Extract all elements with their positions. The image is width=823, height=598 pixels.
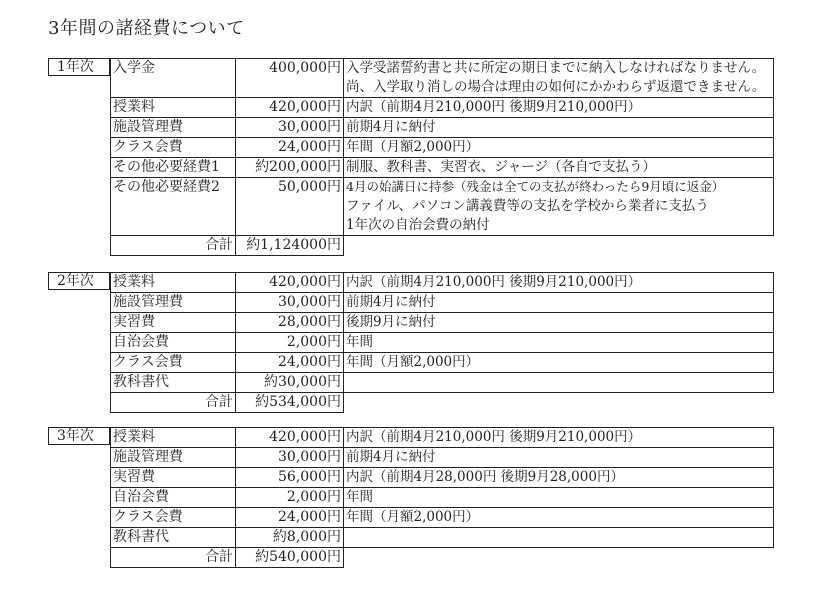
table-row — [111, 468, 774, 488]
item-amount: 24,000円 — [236, 353, 344, 373]
item-amount: 約8,000円 — [236, 528, 344, 548]
table-row — [111, 333, 774, 353]
table-row — [111, 118, 774, 138]
item-amount: 56,000円 — [236, 468, 344, 488]
table-row — [111, 353, 774, 373]
item-note: 年間 — [344, 488, 774, 508]
item-amount: 約200,000円 — [236, 158, 344, 178]
item-name: 実習費 — [111, 313, 236, 333]
item-name: 自治会費 — [111, 333, 236, 353]
item-amount: 2,000円 — [236, 488, 344, 508]
table-row — [111, 138, 774, 158]
table-row — [111, 98, 774, 118]
note-line: ファイル、パソコン講義費等の支払を学校から業者に支払う — [346, 198, 709, 214]
total-row — [111, 548, 774, 568]
item-amount: 420,000円 — [236, 98, 344, 118]
item-amount: 24,000円 — [236, 508, 344, 528]
item-name: 授業料 — [111, 98, 236, 118]
item-amount: 30,000円 — [236, 293, 344, 313]
item-name: クラス会費 — [111, 508, 236, 528]
note-line: 入学受諾誓約書と共に所定の期日までに納入しなければなりません。 — [346, 60, 766, 76]
total-label: 合計 — [111, 548, 236, 568]
item-name: 授業料 — [111, 273, 236, 293]
item-note: 制服、教科書、実習衣、ジャージ（各自で支払う） — [344, 158, 774, 178]
total-amount: 約534,000円 — [236, 393, 344, 413]
item-note: 年間（月額2,000円） — [344, 138, 774, 158]
note-line: 1年次の自治会費の納付 — [346, 217, 490, 233]
item-note: 内訳（前期4月210,000円 後期9月210,000円） — [344, 98, 774, 118]
item-amount: 420,000円 — [236, 273, 344, 293]
item-amount: 28,000円 — [236, 313, 344, 333]
table-row — [111, 428, 774, 448]
item-name: 入学金 — [111, 59, 236, 98]
item-name: 教科書代 — [111, 528, 236, 548]
table-row — [111, 158, 774, 178]
note-line: 4月の始講日に持参（残金は全ての支払が終わったら9月頃に返金） — [346, 179, 725, 194]
fee-table-year-2 — [110, 272, 774, 413]
item-note — [344, 373, 774, 393]
item-note: 年間（月額2,000円） — [344, 508, 774, 528]
item-note: 前期4月に納付 — [344, 118, 774, 138]
item-note: 内訳（前期4月210,000円 後期9月210,000円） — [344, 428, 774, 448]
year-label-1: 1年次 — [48, 58, 110, 76]
year-label-3: 3年次 — [48, 427, 110, 445]
item-amount: 400,000円 — [236, 59, 344, 98]
table-row — [111, 293, 774, 313]
item-note — [344, 59, 774, 98]
total-amount: 約540,000円 — [236, 548, 344, 568]
item-note: 年間 — [344, 333, 774, 353]
item-note: 後期9月に納付 — [344, 313, 774, 333]
item-note: 内訳（前期4月210,000円 後期9月210,000円） — [344, 273, 774, 293]
item-name: 自治会費 — [111, 488, 236, 508]
item-amount: 420,000円 — [236, 428, 344, 448]
item-note: 前期4月に納付 — [344, 293, 774, 313]
table-row — [111, 488, 774, 508]
item-amount: 約30,000円 — [236, 373, 344, 393]
total-label: 合計 — [111, 236, 236, 256]
item-name: その他必要経費1 — [111, 158, 236, 178]
fee-table-year-3 — [110, 427, 774, 568]
item-name: クラス会費 — [111, 353, 236, 373]
item-name: クラス会費 — [111, 138, 236, 158]
fee-table-year-1 — [110, 58, 774, 256]
item-amount: 2,000円 — [236, 333, 344, 353]
table-row — [111, 528, 774, 548]
item-note: 前期4月に納付 — [344, 448, 774, 468]
note-line: 尚、入学取り消しの場合は理由の如何にかかわらず返還できません。 — [346, 79, 766, 95]
table-row — [111, 59, 774, 98]
item-amount: 50,000円 — [236, 178, 344, 236]
table-row — [111, 273, 774, 293]
year-label-2: 2年次 — [48, 272, 110, 290]
page-title: 3年間の諸経費について — [48, 18, 245, 39]
item-note — [344, 178, 774, 236]
item-name: 授業料 — [111, 428, 236, 448]
item-name: 実習費 — [111, 468, 236, 488]
item-amount: 30,000円 — [236, 448, 344, 468]
total-row — [111, 393, 774, 413]
item-amount: 30,000円 — [236, 118, 344, 138]
item-name: 教科書代 — [111, 373, 236, 393]
item-name: 施設管理費 — [111, 448, 236, 468]
table-row — [111, 508, 774, 528]
item-name: 施設管理費 — [111, 118, 236, 138]
item-amount: 24,000円 — [236, 138, 344, 158]
item-name: 施設管理費 — [111, 293, 236, 313]
table-row — [111, 373, 774, 393]
table-row — [111, 313, 774, 333]
item-note: 内訳（前期4月28,000円 後期9月28,000円） — [344, 468, 774, 488]
item-note: 年間（月額2,000円） — [344, 353, 774, 373]
total-row — [111, 236, 774, 256]
total-label: 合計 — [111, 393, 236, 413]
total-amount: 約1,124000円 — [236, 236, 344, 256]
item-note — [344, 528, 774, 548]
item-name: その他必要経費2 — [111, 178, 236, 236]
table-row — [111, 448, 774, 468]
table-row — [111, 178, 774, 236]
